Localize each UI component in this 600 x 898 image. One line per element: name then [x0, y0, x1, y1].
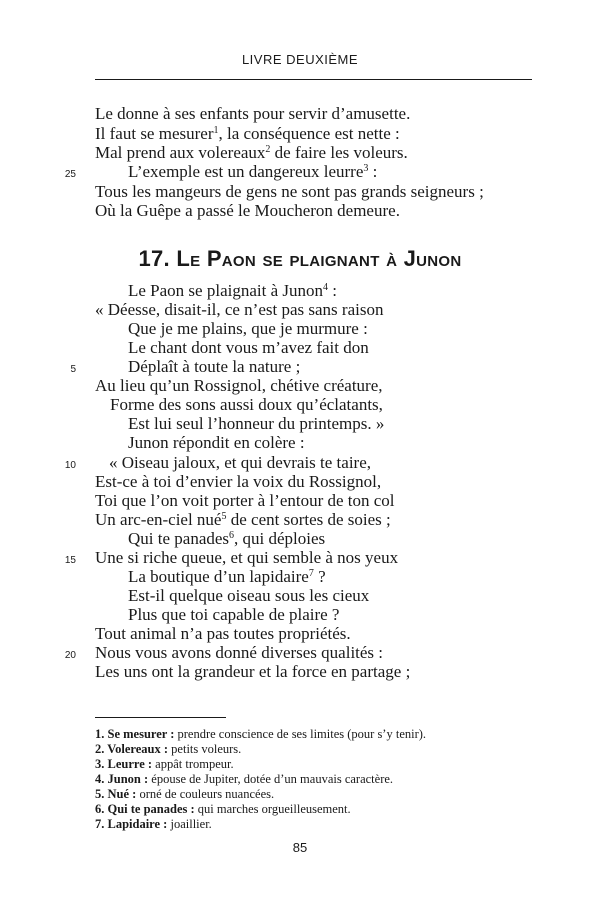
- running-head: LIVRE DEUXIÈME: [241, 52, 359, 67]
- line-number: 20: [64, 650, 76, 661]
- verse-text: Tout animal n’a pas toutes propriétés.: [95, 624, 351, 643]
- poem-line: [0, 586, 600, 605]
- footnote: [95, 742, 535, 757]
- footnote-term: 7. Lapidaire :: [95, 817, 168, 831]
- previous-poem-line: [0, 124, 600, 143]
- poem-line: [0, 624, 600, 643]
- verse-text: Il faut se mesurer$^1$, la conséquence est nette :: [95, 124, 400, 143]
- verse-text: Qui te panades$^6$, qui déploies: [128, 529, 326, 548]
- verse-text: Le donne à ses enfants pour servir d’amusette.: [95, 104, 411, 123]
- footnote-term: 1. Se mesurer :: [95, 727, 175, 741]
- poem-line: [0, 662, 600, 681]
- verse-text: La boutique d’un lapidaire$^7$ ?: [128, 567, 326, 586]
- footnote-definition: petits voleurs.: [168, 742, 242, 756]
- footnote-ref: 3: [363, 163, 369, 174]
- verse-text: Le Paon se plaignait à Junon$^4$ :: [128, 281, 337, 300]
- poem-line: [0, 605, 600, 624]
- footnote-term: 4. Junon :: [95, 772, 149, 786]
- footnote-definition: appât trompeur.: [152, 757, 234, 771]
- footnote-rule: [95, 717, 226, 718]
- poem-line: [0, 357, 600, 376]
- footnote-definition: prendre conscience de ses limites (pour s’y tenir).: [174, 727, 427, 741]
- poem-line: [0, 319, 600, 338]
- previous-poem-line: [0, 201, 600, 220]
- previous-poem-line: [0, 104, 600, 123]
- poem-title: 17. Le Paon se plaignant à Junon: [138, 246, 462, 271]
- previous-poem-line: [0, 182, 600, 201]
- verse-text: Tous les mangeurs de gens ne sont pas grands seigneurs ;: [95, 182, 484, 201]
- poem-line: [0, 567, 600, 586]
- page-number: 85: [292, 840, 308, 855]
- footnote-term: 6. Qui te panades :: [95, 802, 195, 816]
- poem-line: [0, 281, 600, 300]
- poem-line: [0, 395, 600, 414]
- header-rule: [95, 79, 532, 80]
- footnote-definition: épouse de Jupiter, dotée d’un mauvais caractère.: [148, 772, 394, 786]
- footnote-ref: 7: [308, 568, 314, 579]
- verse-text: Où la Guêpe a passé le Moucheron demeure.: [95, 201, 400, 220]
- poem-line: [0, 643, 600, 662]
- verse-text: « Déesse, disait-il, ce n’est pas sans raison: [95, 300, 384, 319]
- footnote-ref: 1: [213, 125, 219, 136]
- poem-line: [0, 376, 600, 395]
- verse-text: Le chant dont vous m’avez fait don: [128, 338, 369, 357]
- footnote-definition: orné de couleurs nuancées.: [136, 787, 275, 801]
- previous-poem-line: [0, 162, 600, 181]
- verse-text: Les uns ont la grandeur et la force en partage ;: [95, 662, 411, 681]
- verse-text: Forme des sons aussi doux qu’éclatants,: [110, 395, 383, 414]
- footnote: [95, 802, 535, 817]
- footnote-term: 3. Leurre :: [95, 757, 153, 771]
- footnote-definition: joaillier.: [167, 817, 212, 831]
- verse-text: Est-il quelque oiseau sous les cieux: [128, 586, 370, 605]
- line-number: 25: [64, 169, 76, 180]
- verse-text: Est lui seul l’honneur du printemps. »: [128, 414, 385, 433]
- footnote: [95, 772, 535, 787]
- poem-line: [0, 414, 600, 433]
- line-number: 5: [70, 364, 76, 375]
- verse-text: Toi que l’on voit porter à l’entour de ton col: [95, 491, 395, 510]
- line-number: 10: [64, 460, 76, 471]
- footnote-ref: 6: [229, 530, 235, 541]
- poem-line: [0, 300, 600, 319]
- poem-line: [0, 491, 600, 510]
- poem-line: [0, 529, 600, 548]
- verse-text: Que je me plains, que je murmure :: [128, 319, 368, 338]
- verse-text: Junon répondit en colère :: [128, 433, 305, 452]
- verse-text: Une si riche queue, et qui semble à nos yeux: [95, 548, 399, 567]
- poem-line: [0, 338, 600, 357]
- verse-text: Au lieu qu’un Rossignol, chétive créature,: [95, 376, 383, 395]
- footnote-ref: 2: [265, 144, 271, 155]
- poem-line: [0, 548, 600, 567]
- footnote-ref: 5: [221, 511, 227, 522]
- verse-text: « Oiseau jaloux, et qui devrais te taire,: [109, 453, 371, 472]
- poem-line: [0, 433, 600, 452]
- line-number: 15: [64, 555, 76, 566]
- footnote: [95, 817, 535, 832]
- footnote-term: 2. Volereaux :: [95, 742, 169, 756]
- footnote: [95, 727, 535, 742]
- footnote: [95, 757, 535, 772]
- verse-text: L’exemple est un dangereux leurre$^3$ :: [128, 162, 378, 181]
- verse-text: Mal prend aux volereaux$^2$ de faire les voleurs.: [95, 143, 408, 162]
- verse-text: Plus que toi capable de plaire ?: [128, 605, 340, 624]
- footnote-definition: qui marches orgueilleusement.: [194, 802, 351, 816]
- poem-line: [0, 472, 600, 491]
- footnote: [95, 787, 535, 802]
- verse-text: Déplaît à toute la nature ;: [128, 357, 301, 376]
- footnote-ref: 4: [323, 282, 328, 293]
- previous-poem-line: [0, 143, 600, 162]
- verse-text: Un arc-en-ciel nué$^5$ de cent sortes de soies ;: [95, 510, 391, 529]
- footnote-term: 5. Nué :: [95, 787, 137, 801]
- poem-line: [0, 453, 600, 472]
- poem-line: [0, 510, 600, 529]
- verse-text: Est-ce à toi d’envier la voix du Rossignol,: [95, 472, 382, 491]
- verse-text: Nous vous avons donné diverses qualités :: [95, 643, 384, 662]
